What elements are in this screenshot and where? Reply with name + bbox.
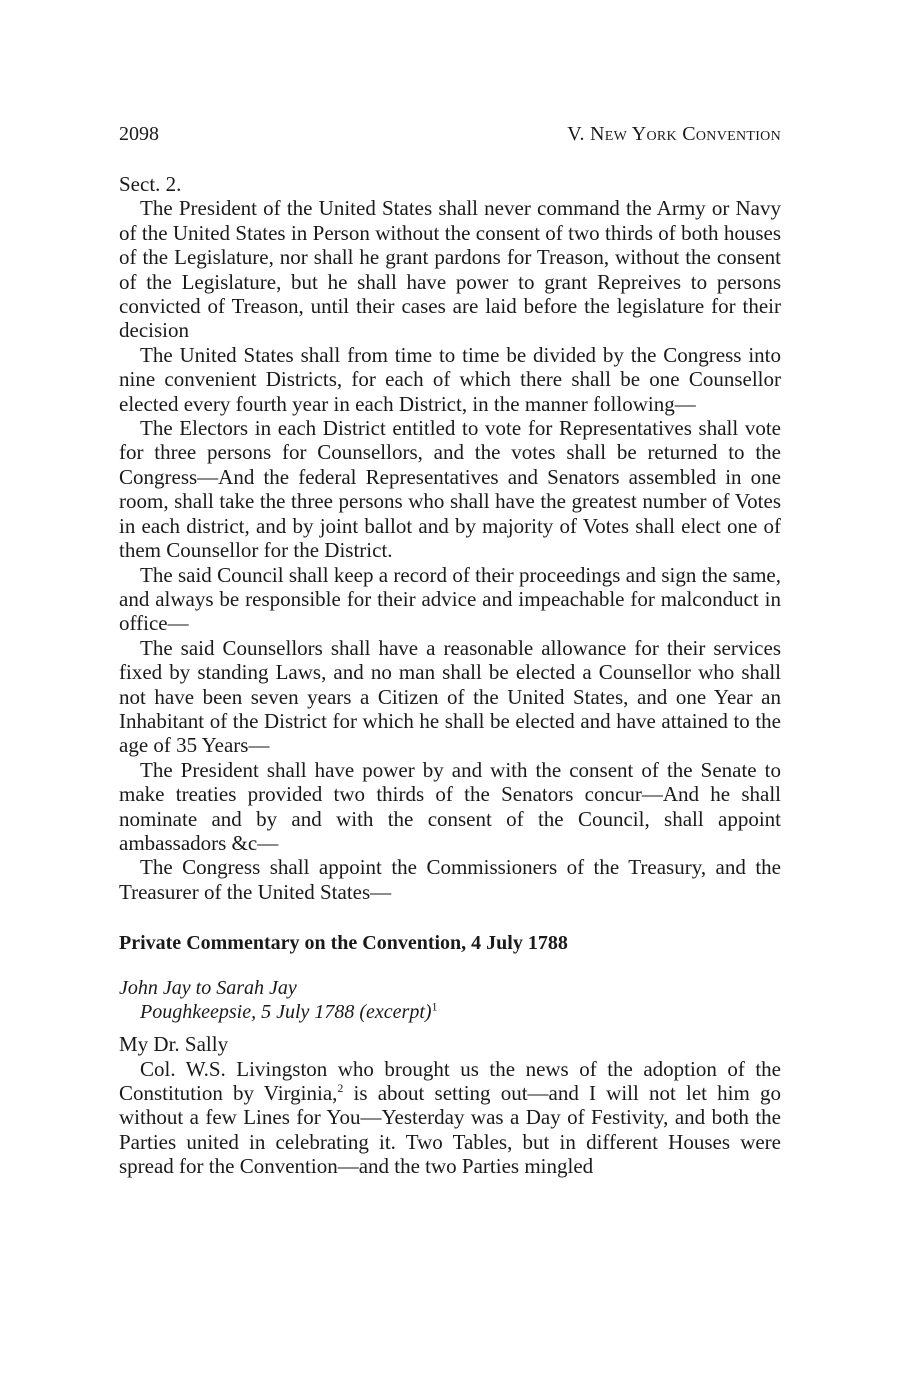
section-label: Sect. 2.	[119, 172, 182, 196]
place-date-text: Poughkeepsie, 5 July 1788 (excerpt)	[140, 1001, 432, 1024]
document-page	[119, 120, 781, 1179]
paragraph: The President shall have power by and with the consent of the Senate to make treaties provided two thirds of the Senators concur—And he shall nominate and by and with the consent of the Council, shall appoint ambassadors &c—	[119, 757, 781, 855]
letter-text: Col. W.S. Livingston who brought us the news of the adoption of the Constitution by Virginia,	[119, 1056, 781, 1105]
correspondents: John Jay to Sarah Jay	[119, 977, 297, 1000]
running-title: V. New York Convention	[567, 123, 781, 145]
letter-text: is about setting out—and I will not let him go without a few Lines for You—Yesterday was a Day of Festivity, and both the Parties united in celebrating it. Two Tables, but in different Houses were spread for the Convention—and the two Parties mingled	[119, 1081, 781, 1179]
place-date	[119, 1000, 781, 1024]
document-headnote	[119, 976, 781, 1024]
letter	[119, 1032, 781, 1178]
paragraph: The said Council shall keep a record of their proceedings and sign the same, and always be responsible for their advice and impeachable for malconduct in office—	[119, 562, 781, 636]
page-number: 2098	[119, 123, 159, 145]
running-header	[119, 120, 781, 148]
footnote-ref[interactable]: 1	[431, 999, 438, 1014]
body-text	[119, 172, 781, 904]
paragraph: The United States shall from time to time be divided by the Congress into nine convenient Districts, for each of which there shall be one Counsellor elected every fourth year in each District, in the manner following—	[119, 342, 781, 416]
paragraph: The said Counsellors shall have a reasonable allowance for their services fixed by standing Laws, and no man shall be elected a Counsellor who shall not have been seven years a Citizen of the United States, and one Year an Inhabitant of the District for which he shall be elected and have attained to the age of 35 Years—	[119, 635, 781, 758]
footnote-ref[interactable]: 2	[337, 1081, 344, 1095]
paragraph: The Congress shall appoint the Commissioners of the Treasury, and the Treasurer of the United States—	[119, 855, 781, 904]
commentary-heading: Private Commentary on the Convention, 4 July 1788	[119, 932, 568, 955]
salutation: My Dr. Sally	[119, 1032, 229, 1057]
paragraph: The President of the United States shall never command the Army or Navy of the United States in Person without the consent of two thirds of both houses of the Legislature, nor shall he grant pardons for Treason, without the consent of the Legislature, but he shall have power to grant Repreives to persons convicted of Treason, until their cases are laid before the legislature for their decision	[119, 196, 781, 343]
letter-paragraph	[119, 1057, 781, 1179]
paragraph: The Electors in each District entitled to vote for Representatives shall vote for three persons for Counsellors, and the votes shall be returned to the Congress—And the federal Representatives and Senators assembled in one room, shall take the three persons who shall have the greatest number of Votes in each district, and by joint ballot and by majority of Votes shall elect one of them Counsellor for the District.	[119, 416, 781, 563]
